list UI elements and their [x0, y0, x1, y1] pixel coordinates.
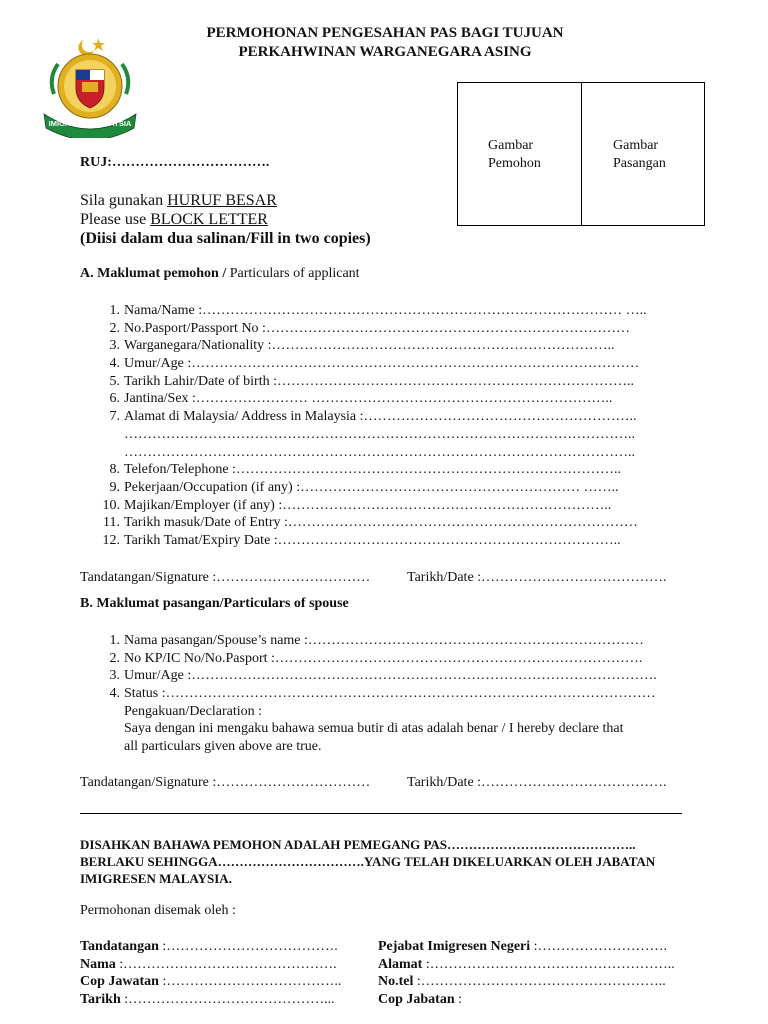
spouse-field-item-text: Nama pasangan/Spouse’s name :………………………………………………………………	[124, 633, 644, 648]
section-divider	[80, 813, 682, 814]
applicant-field-item-number: 6.	[109, 391, 120, 407]
spouse-field-item-number: 4.	[109, 686, 120, 702]
applicant-field-item-text: Umur/Age :……………………………………………………………………………………	[124, 356, 640, 372]
officer-left-row	[80, 938, 341, 956]
spouse-field-item-text: Pengakuan/Declaration :	[124, 703, 263, 719]
spouse-photo-label: Gambar Pasangan	[613, 138, 666, 171]
officer-right-row	[378, 991, 675, 1009]
applicant-field-item	[80, 497, 740, 515]
applicant-field-item-text: Tarikh Tamat/Expiry Date :………………………………………………………………..	[124, 532, 621, 548]
spouse-field-item	[80, 738, 740, 756]
verification-statement: DISAHKAN BAHAWA PEMOHON ADALAH PEMEGANG PAS…………………………………….. BERLAKU SEHINGGA…………………………….YANG TELAH DIKELUARKAN OLEH JABATAN IMIGRESEN MALAYSIA.	[80, 837, 656, 886]
officer-field-label: Pejabat Imigresen Negeri	[378, 939, 531, 954]
officer-left-fields	[80, 938, 341, 1008]
officer-field-fill: :……………………………………...	[120, 991, 335, 1007]
photo-box-divider	[581, 83, 582, 225]
applicant-date-field: Tarikh/Date :………………………………….	[407, 570, 667, 585]
applicant-field-item	[80, 320, 740, 338]
title-line-1: PERMOHONAN PENGESAHAN PAS BAGI TUJUAN	[206, 25, 564, 41]
applicant-field-item-text: ………………………………………………………………………………………………..	[124, 444, 635, 460]
instruction-english: Please use BLOCK LETTER	[80, 211, 268, 228]
officer-right-fields	[378, 938, 675, 1008]
applicant-photo-label: Gambar Pemohon	[488, 138, 541, 171]
applicant-field-item-number: 2.	[109, 320, 120, 336]
spouse-field-item-text: Umur/Age :……………………………………………………………………………………….	[124, 668, 657, 684]
spouse-field-item-text: No KP/IC No/No.Pasport :…………………………………………………………………….	[124, 650, 643, 666]
applicant-field-item-number: 12.	[102, 532, 120, 548]
applicant-particulars-list	[80, 302, 740, 550]
applicant-field-item-text: Warganegara/Nationality :………………………………………………………………..	[124, 338, 615, 354]
spouse-signature-field: Tandatangan/Signature :……………………………	[80, 775, 371, 790]
applicant-field-item-number: 7.	[109, 409, 120, 425]
block-letter-text: BLOCK LETTER	[150, 211, 268, 228]
applicant-field-item-text: No.Pasport/Passport No :……………………………………………………………………	[124, 320, 630, 336]
officer-field-label: No.tel	[378, 974, 414, 989]
applicant-field-item-number: 10.	[102, 497, 120, 513]
spouse-field-item-number: 1.	[109, 633, 120, 648]
spouse-field-item	[80, 632, 740, 650]
title-line-2: PERKAHWINAN WARGANEGARA ASING	[238, 44, 532, 60]
officer-left-row	[80, 956, 341, 974]
officer-field-fill: :	[454, 991, 463, 1007]
applicant-field-item	[80, 426, 740, 444]
applicant-field-item-text: Jantina/Sex :…………………… ………………………………………………………..	[124, 391, 613, 407]
officer-field-label: Alamat	[378, 956, 423, 972]
spouse-date-field: Tarikh/Date :………………………………….	[407, 775, 667, 790]
spouse-field-item	[80, 703, 740, 721]
applicant-field-item	[80, 373, 740, 391]
instruction-malay: Sila gunakan HURUF BESAR	[80, 192, 277, 209]
copies-instruction: (Diisi dalam dua salinan/Fill in two copies)	[80, 230, 371, 247]
applicant-field-item-text: Alamat di Malaysia/ Address in Malaysia :…………………………………………………..	[124, 409, 637, 425]
applicant-field-item	[80, 532, 740, 550]
applicant-field-item-text: ………………………………………………………………………………………………..	[124, 426, 635, 442]
spouse-field-item	[80, 720, 740, 738]
spouse-field-item	[80, 667, 740, 685]
officer-right-row	[378, 973, 675, 991]
officer-field-fill: :……………………………………….	[115, 956, 337, 972]
applicant-field-item	[80, 355, 740, 373]
applicant-field-item-text: Tarikh masuk/Date of Entry :…………………………………………………………………	[124, 515, 638, 531]
spouse-field-item	[80, 685, 740, 703]
applicant-field-item-text: Nama/Name :……………………………………………………………………………… …..	[124, 303, 647, 318]
section-b-title: B. Maklumat pasangan/Particulars of spouse	[80, 596, 349, 611]
officer-left-row	[80, 973, 341, 991]
section-a-title: A. Maklumat pemohon / Particulars of applicant	[80, 266, 360, 281]
officer-field-fill: :……………………………….	[158, 939, 338, 954]
officer-field-label: Nama	[80, 956, 116, 972]
officer-field-fill: :……………………………………………..	[413, 974, 666, 989]
officer-field-label: Tarikh	[80, 991, 121, 1007]
officer-right-row	[378, 938, 675, 956]
applicant-signature-field: Tandatangan/Signature :……………………………	[80, 570, 371, 585]
applicant-field-item	[80, 444, 740, 462]
spouse-field-item-number: 2.	[109, 650, 120, 666]
spouse-field-item-number: 3.	[109, 668, 120, 684]
officer-field-fill: :………………………………..	[158, 974, 342, 989]
applicant-field-item	[80, 337, 740, 355]
spouse-particulars-list	[80, 632, 740, 756]
immigration-crest-logo	[40, 34, 140, 138]
applicant-field-item	[80, 408, 740, 426]
applicant-field-item	[80, 461, 740, 479]
applicant-field-item-number: 11.	[103, 515, 120, 531]
spouse-field-item-text: Saya dengan ini mengaku bahawa semua butir di atas adalah benar / I hereby declare that	[124, 721, 624, 737]
applicant-field-item-number: 1.	[109, 303, 120, 318]
applicant-field-item	[80, 390, 740, 408]
checked-by-label: Permohonan disemak oleh :	[80, 903, 236, 918]
applicant-field-item-text: Pekerjaan/Occupation (if any) :…………………………………………………… ……..	[124, 479, 619, 495]
logo-text: IMIGRESEN MALAYSIA	[48, 119, 132, 128]
applicant-field-item	[80, 302, 740, 320]
applicant-field-item-text: Majikan/Employer (if any) :……………………………………………………………..	[124, 497, 612, 513]
officer-field-fill: :……………………….	[530, 939, 668, 954]
officer-field-label: Cop Jabatan	[378, 991, 455, 1007]
applicant-field-item	[80, 514, 740, 532]
applicant-field-item-number: 5.	[109, 373, 120, 389]
applicant-field-item-number: 9.	[109, 479, 120, 495]
applicant-field-item-number: 4.	[109, 356, 120, 372]
applicant-field-item-text: Tarikh Lahir/Date of birth :…………………………………………………………………..	[124, 373, 634, 389]
page-title	[150, 24, 620, 62]
applicant-field-item-number: 8.	[109, 462, 120, 478]
applicant-field-item-number: 3.	[109, 338, 120, 354]
officer-field-label: Tandatangan	[80, 939, 159, 954]
applicant-field-item-text: Telefon/Telephone :………………………………………………………………………..	[124, 462, 621, 478]
spouse-field-item	[80, 650, 740, 668]
instructions	[80, 191, 371, 248]
reference-field: RUJ:…………………………….	[80, 155, 270, 170]
officer-right-row	[378, 956, 675, 974]
spouse-field-item-text: all particulars given above are true.	[124, 739, 322, 755]
applicant-field-item	[80, 479, 740, 497]
photo-box	[457, 82, 705, 226]
huruf-besar-text: HURUF BESAR	[167, 192, 277, 209]
officer-field-fill: :……………………………………………..	[422, 956, 675, 972]
officer-left-row	[80, 991, 341, 1009]
officer-field-label: Cop Jawatan	[80, 974, 159, 989]
spouse-field-item-text: Status :……………………………………………………………………………………………	[124, 686, 656, 702]
